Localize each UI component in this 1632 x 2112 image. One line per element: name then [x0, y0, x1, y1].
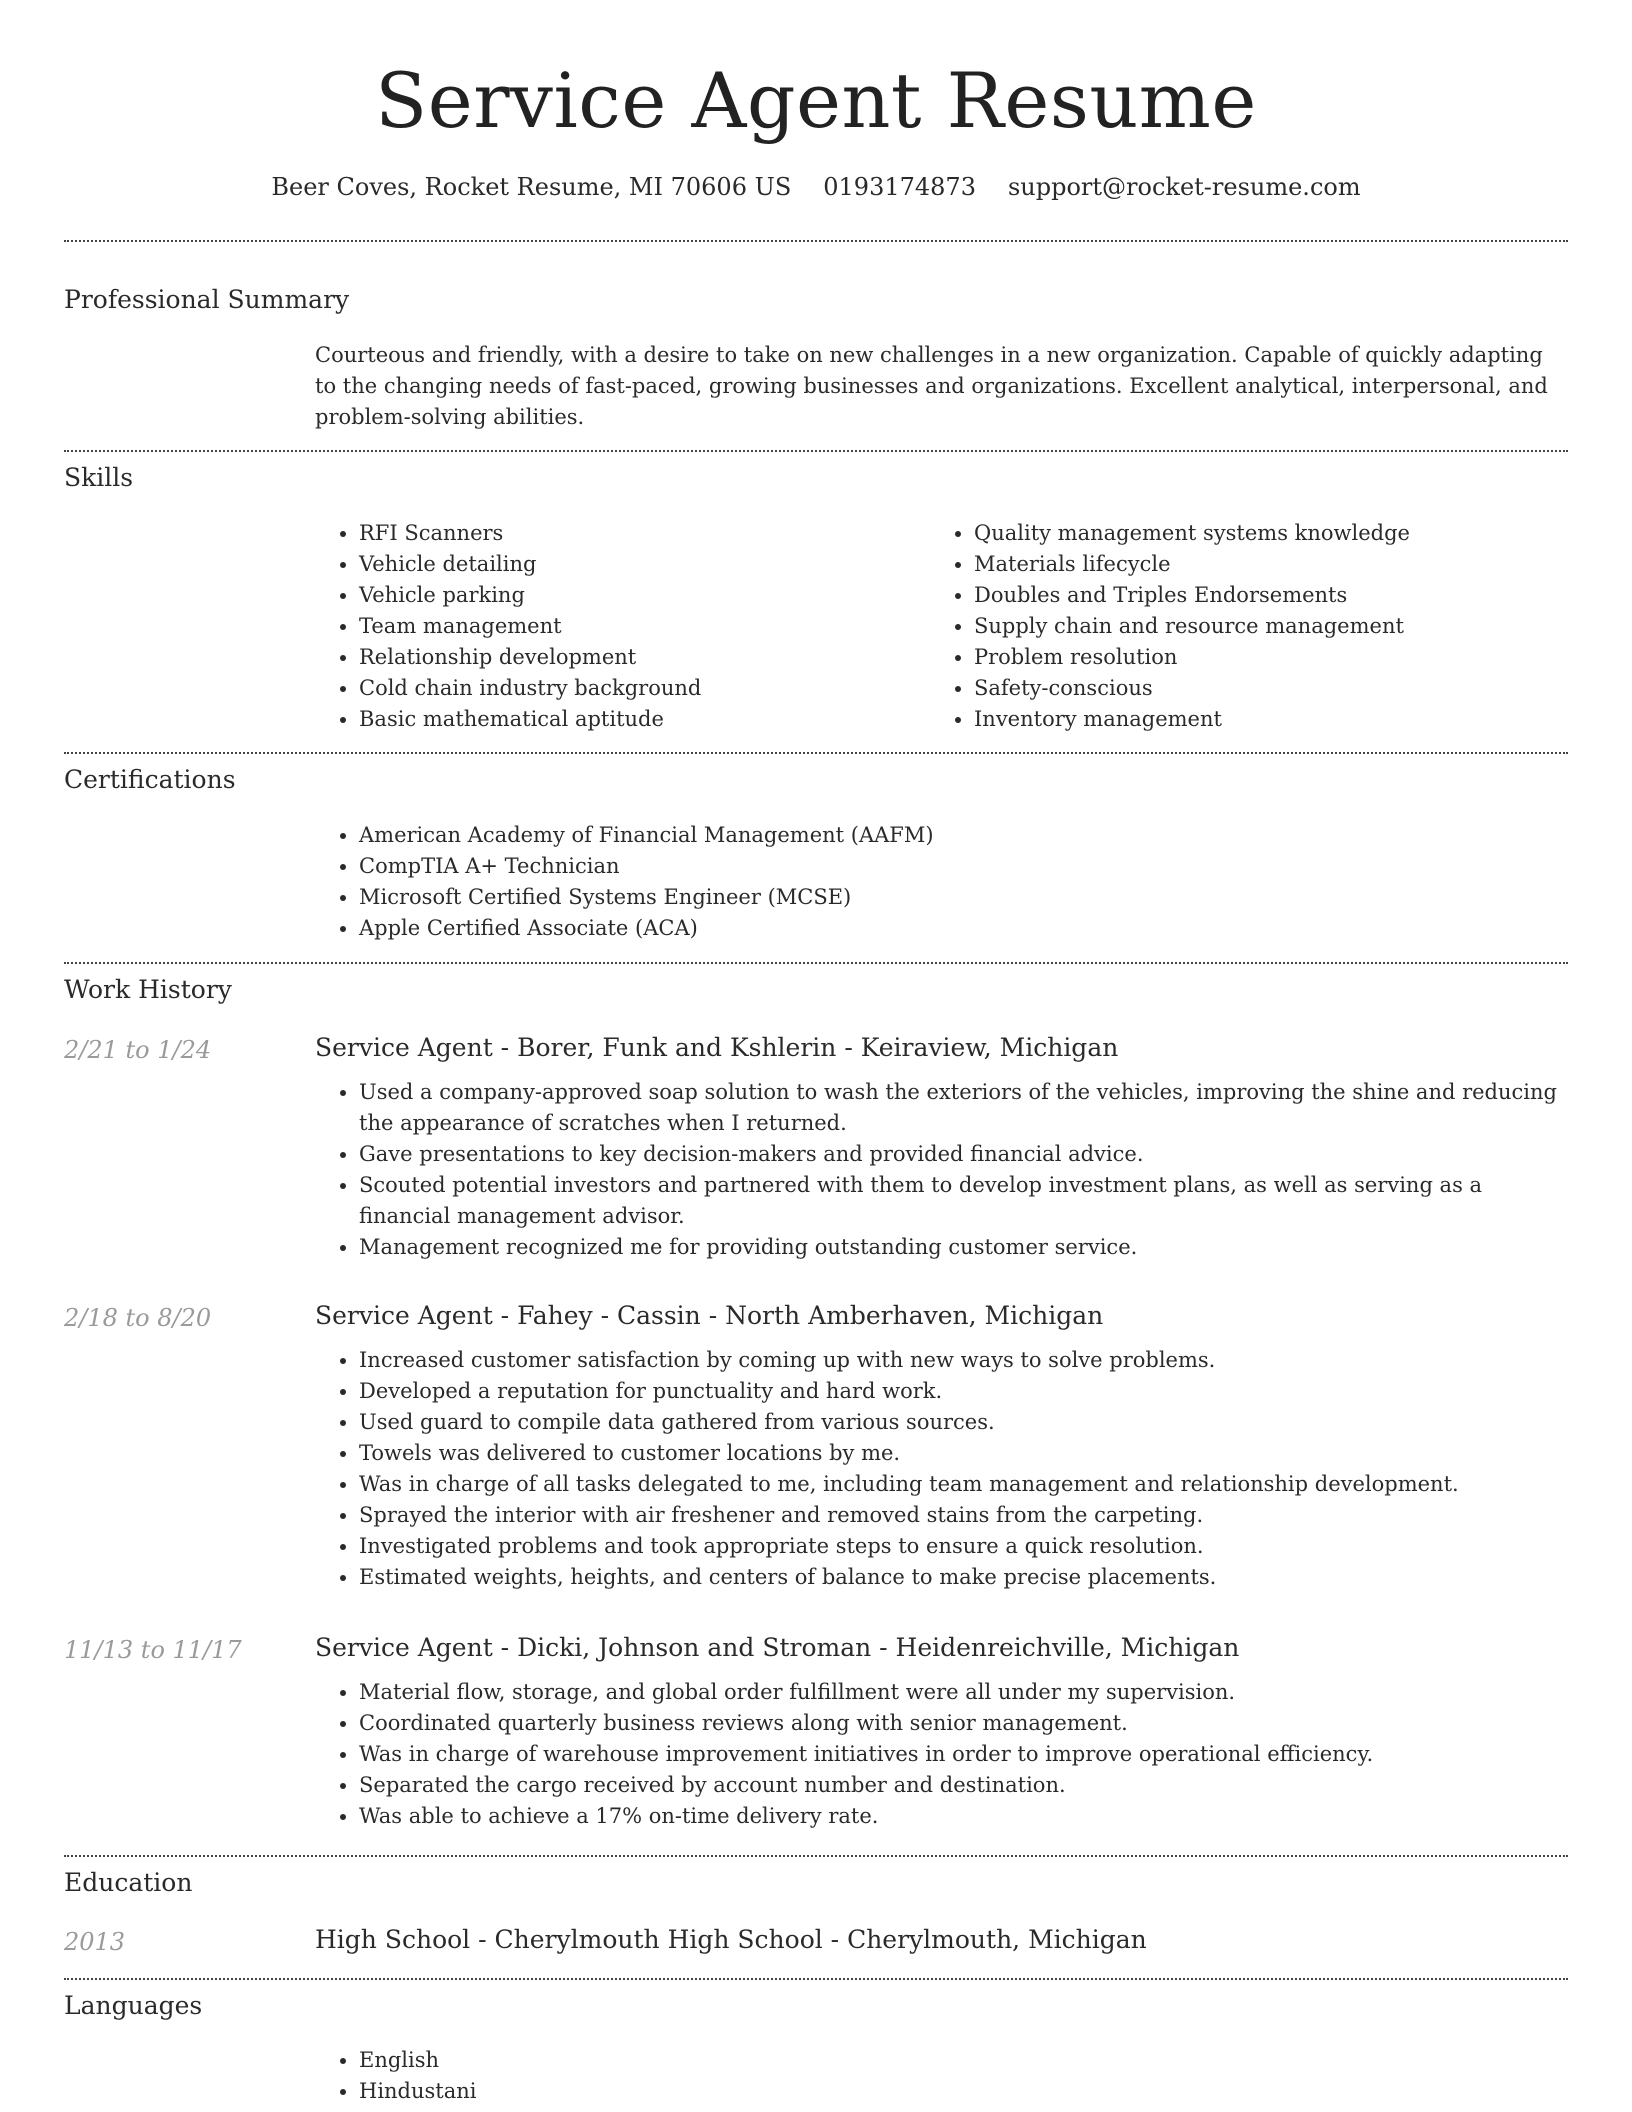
skill-item: • Inventory management: [974, 704, 1545, 735]
education-entry: [315, 1923, 1568, 1957]
job-bullet: • Estimated weights, heights, and centers of balance to make precise placements.: [359, 1562, 1568, 1593]
job-bullet: • Was in charge of all tasks delegated to me, including team management and relationship development.: [359, 1469, 1568, 1500]
section-title-work-history: Work History: [64, 975, 232, 1004]
skills-block: [315, 518, 1568, 735]
skill-item: • Vehicle detailing: [359, 549, 930, 580]
job-dates: 11/13 to 11/17: [64, 1636, 242, 1664]
skills-column-right: [930, 518, 1545, 735]
skill-item: • Basic mathematical aptitude: [359, 704, 930, 735]
summary-text: Courteous and friendly, with a desire to take on new challenges in a new organization. Capable of quickly adapting to the changing needs of fast-paced, growing businesses and organizations. Excellent analytical, interpersonal, and problem-solving abilities.: [315, 343, 1548, 429]
job-bullet: • Used a company-approved soap solution to wash the exteriors of the vehicles, improving the shine and reducing the appearance of scratches when I returned.: [359, 1077, 1568, 1139]
job-bullet: • Was in charge of warehouse improvement initiatives in order to improve operational efficiency.: [359, 1739, 1568, 1770]
job-dates: 2/21 to 1/24: [64, 1036, 212, 1064]
certification-item: • Apple Certified Associate (ACA): [359, 913, 1568, 944]
section-title-education: Education: [64, 1868, 193, 1897]
job-dates: 2/18 to 8/20: [64, 1304, 212, 1332]
resume-title: Service Agent Resume: [375, 56, 1257, 145]
contact-line: [64, 170, 1568, 204]
job-title: Service Agent - Dicki, Johnson and Stroman - Heidenreichville, Michigan: [315, 1633, 1240, 1662]
job-bullet: • Developed a reputation for punctuality and hard work.: [359, 1376, 1568, 1407]
skill-item: • Materials lifecycle: [974, 549, 1545, 580]
certifications-block: [315, 820, 1568, 944]
section-title-languages: Languages: [64, 1991, 203, 2020]
job-bullet: • Was able to achieve a 17% on-time delivery rate.: [359, 1801, 1568, 1832]
language-item: • Hindustani: [359, 2076, 1568, 2107]
job-bullet: • Used guard to compile data gathered from various sources.: [359, 1407, 1568, 1438]
job-bullet: • Increased customer satisfaction by coming up with new ways to solve problems.: [359, 1345, 1568, 1376]
education-year: 2013: [64, 1928, 126, 1956]
certification-item: • CompTIA A+ Technician: [359, 851, 1568, 882]
skill-item: • RFI Scanners: [359, 518, 930, 549]
job-entry: [315, 1631, 1568, 1832]
skill-item: • Cold chain industry background: [359, 673, 930, 704]
job-entry: [315, 1031, 1568, 1263]
job-bullet: • Scouted potential investors and partnered with them to develop investment plans, as well as serving as a financial management advisor.: [359, 1170, 1568, 1232]
job-bullet: • Coordinated quarterly business reviews along with senior management.: [359, 1708, 1568, 1739]
divider: [64, 240, 1568, 242]
contact-phone: 0193174873: [823, 173, 976, 201]
job-bullet: • Material flow, storage, and global order fulfillment were all under my supervision.: [359, 1677, 1568, 1708]
contact-email: support@rocket-resume.com: [1007, 173, 1361, 201]
contact-address: Beer Coves, Rocket Resume, MI 70606 US: [271, 173, 792, 201]
skills-column-left: [315, 518, 930, 735]
job-bullet: • Separated the cargo received by account number and destination.: [359, 1770, 1568, 1801]
job-bullet: • Gave presentations to key decision-makers and provided financial advice.: [359, 1139, 1568, 1170]
section-title-certifications: Certifications: [64, 765, 236, 794]
certification-item: • American Academy of Financial Management (AAFM): [359, 820, 1568, 851]
skill-item: • Team management: [359, 611, 930, 642]
divider: [64, 752, 1568, 754]
job-bullet: • Sprayed the interior with air freshener and removed stains from the carpeting.: [359, 1500, 1568, 1531]
divider: [64, 1855, 1568, 1857]
divider: [64, 450, 1568, 452]
section-title-skills: Skills: [64, 463, 134, 492]
skill-item: • Quality management systems knowledge: [974, 518, 1545, 549]
skill-item: • Safety-conscious: [974, 673, 1545, 704]
job-bullet: • Management recognized me for providing outstanding customer service.: [359, 1232, 1568, 1263]
education-title: High School - Cherylmouth High School - Cherylmouth, Michigan: [315, 1925, 1147, 1954]
skill-item: • Doubles and Triples Endorsements: [974, 580, 1545, 611]
resume-page: [64, 0, 1568, 2103]
certification-item: • Microsoft Certified Systems Engineer (MCSE): [359, 882, 1568, 913]
divider: [64, 1978, 1568, 1980]
summary-block: [315, 340, 1568, 433]
languages-block: [315, 2045, 1568, 2107]
job-entry: [315, 1299, 1568, 1593]
divider: [64, 962, 1568, 964]
job-title: Service Agent - Borer, Funk and Kshlerin - Keiraview, Michigan: [315, 1033, 1119, 1062]
language-item: • English: [359, 2045, 1568, 2076]
skill-item: • Supply chain and resource management: [974, 611, 1545, 642]
skill-item: • Vehicle parking: [359, 580, 930, 611]
job-bullet: • Investigated problems and took appropriate steps to ensure a quick resolution.: [359, 1531, 1568, 1562]
skill-item: • Problem resolution: [974, 642, 1545, 673]
section-title-summary: Professional Summary: [64, 285, 350, 314]
job-title: Service Agent - Fahey - Cassin - North Amberhaven, Michigan: [315, 1301, 1104, 1330]
job-bullet: • Towels was delivered to customer locations by me.: [359, 1438, 1568, 1469]
skill-item: • Relationship development: [359, 642, 930, 673]
